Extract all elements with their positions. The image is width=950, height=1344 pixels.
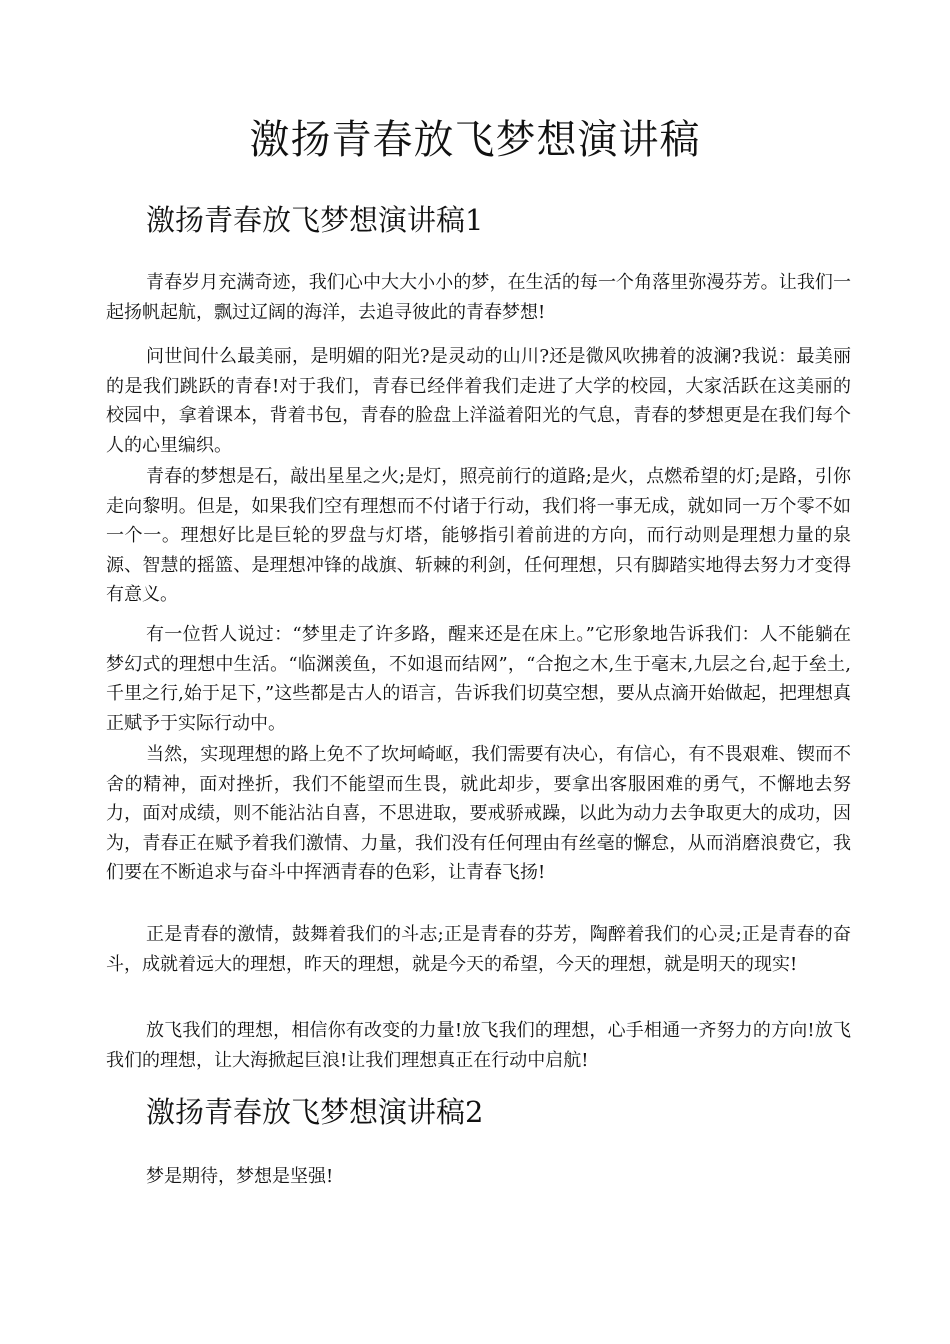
section-heading-1: 激扬青春放飞梦想演讲稿1 — [146, 203, 484, 237]
paragraph: 正是青春的激情，鼓舞着我们的斗志;正是青春的芬芳，陶醉着我们的心灵;正是青春的奋斗，成就着远大的理想，昨天的理想，就是今天的希望，今天的理想，就是明天的现实! — [106, 924, 851, 975]
paragraph: 问世间什么最美丽，是明媚的阳光?是灵动的山川?还是微风吹拂着的波澜?我说：最美丽的是我们跳跃的青春!对于我们，青春已经伴着我们走进了大学的校园，大家活跃在这美丽的校园中，拿着课本，背着书包，青春的脸盘上洋溢着阳光的气息，青春的梦想更是在我们每个人的心里编织。 — [106, 346, 851, 456]
paragraph: 有一位哲人说过：“梦里走了许多路，醒来还是在床上。”它形象地告诉我们：人不能躺在梦幻式的理想中生活。“临渊羡鱼，不如退而结网”，“合抱之木,生于毫末,九层之台,起于垒土,千里之行,始于足下，”这些都是古人的语言，告诉我们切莫空想，要从点滴开始做起，把理想真正赋予于实际行动中。 — [106, 624, 851, 734]
paragraph: 青春岁月充满奇迹，我们心中大大小小的梦，在生活的每一个角落里弥漫芬芳。让我们一起扬帆起航，飘过辽阔的海洋，去追寻彼此的青春梦想! — [106, 272, 851, 323]
paragraph: 梦是期待，梦想是坚强! — [146, 1166, 334, 1187]
document-title: 激扬青春放飞梦想演讲稿 — [249, 117, 701, 163]
paragraph: 放飞我们的理想，相信你有改变的力量!放飞我们的理想，心手相通一齐努力的方向!放飞我们的理想，让大海掀起巨浪!让我们理想真正在行动中启航! — [106, 1020, 851, 1071]
paragraph: 青春的梦想是石，敲出星星之火;是灯，照亮前行的道路;是火，点燃希望的灯;是路，引你走向黎明。但是，如果我们空有理想而不付诸于行动，我们将一事无成，就如同一万个零不如一个一。理想好比是巨轮的罗盘与灯塔，能够指引着前进的方向，而行动则是理想力量的泉源、智慧的摇篮、是理想冲锋的战旗、斩棘的利剑，任何理想，只有脚踏实地得去努力才变得有意义。 — [106, 466, 851, 605]
paragraph: 当然，实现理想的路上免不了坎坷崎岖，我们需要有决心，有信心，有不畏艰难、锲而不舍的精神，面对挫折，我们不能望而生畏，就此却步，要拿出客服困难的勇气，不懈地去努力，面对成绩，则不能沾沾自喜，不思进取，要戒骄戒躁，以此为动力去争取更大的成功，因为，青春正在赋予着我们激情、力量，我们没有任何理由有丝毫的懈怠，从而消磨浪费它，我们要在不断追求与奋斗中挥洒青春的色彩，让青春飞扬! — [106, 744, 851, 883]
section-heading-2: 激扬青春放飞梦想演讲稿2 — [146, 1095, 484, 1129]
